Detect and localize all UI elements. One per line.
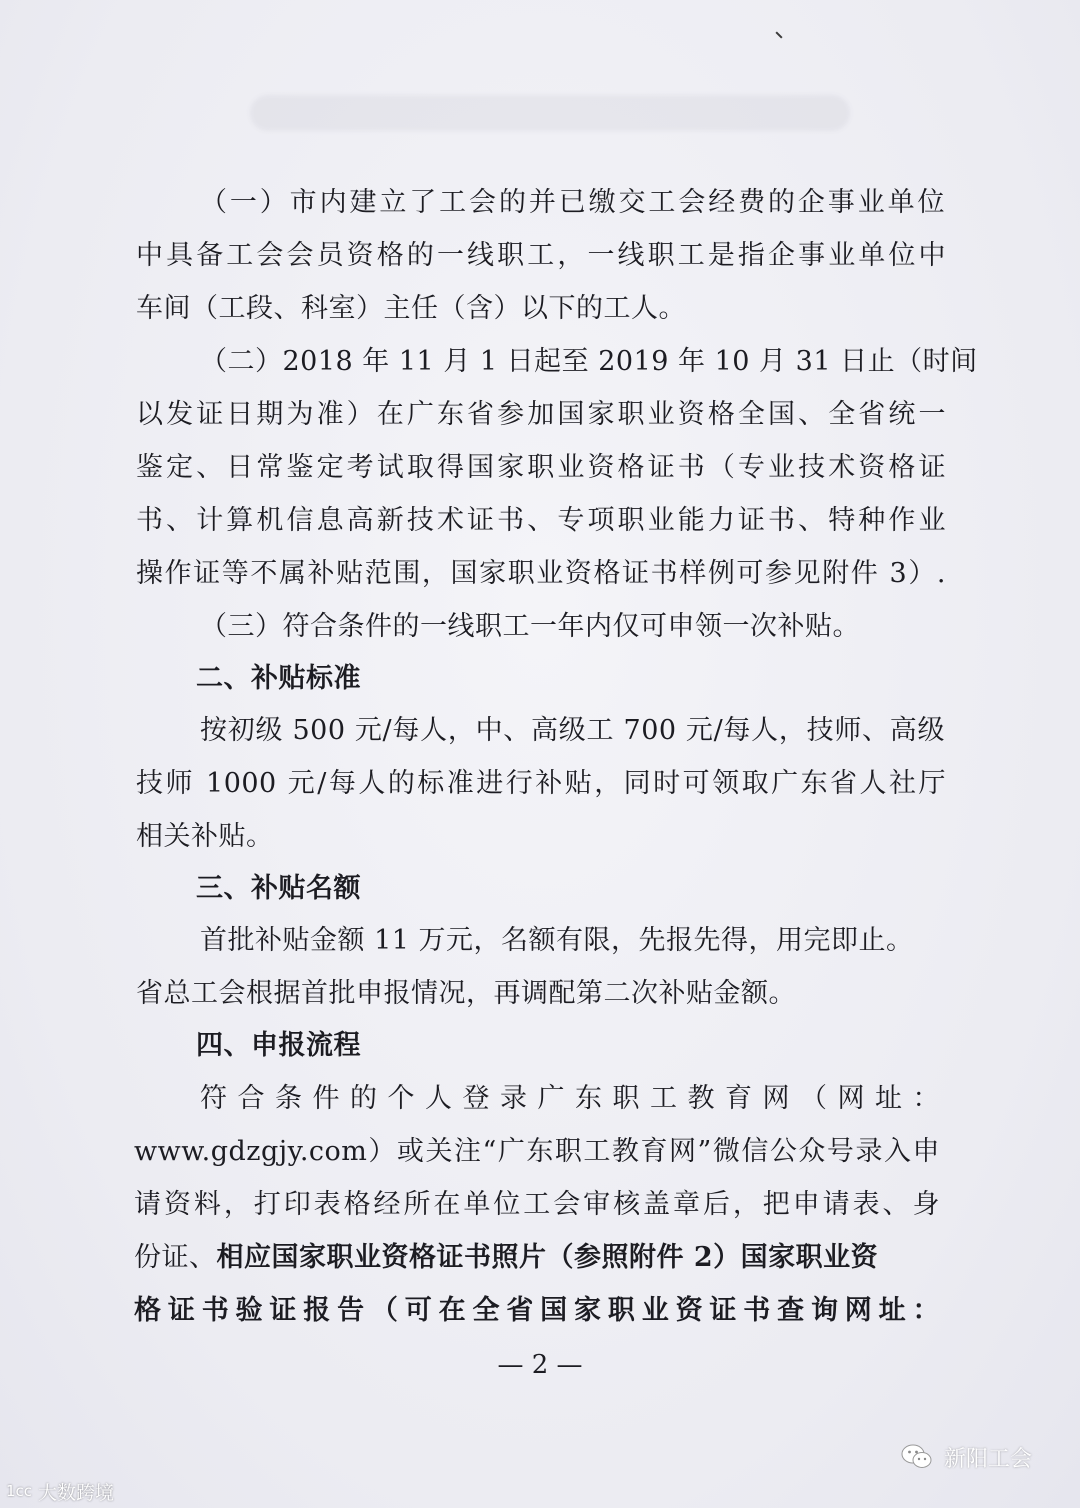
page-number: — 2 —	[497, 1350, 583, 1380]
bleed-through-title	[250, 95, 850, 131]
paragraph-line: www.gdzgjy.com）或关注“广东职工教育网”微信公众号录入申	[134, 1136, 940, 1167]
paragraph-line: 鉴定、日常鉴定考试取得国家职业资格证书（专业技术资格证	[136, 452, 946, 483]
watermark-right-text: 新阳工会	[944, 1446, 1033, 1472]
paragraph-line: 技师 1000 元/每人的标准进行补贴，同时可领取广东省人社厅	[136, 768, 946, 799]
paragraph-line: （三）符合条件的一线职工一年内仅可申领一次补贴。	[200, 611, 860, 642]
paragraph-line: （二）2018 年 11 月 1 日起至 2019 年 10 月 31 日止（时间	[200, 346, 978, 377]
wechat-icon	[900, 1442, 934, 1472]
paragraph-line: 请资料，打印表格经所在单位工会审核盖章后，把申请表、身	[134, 1189, 940, 1220]
paragraph-line: 按初级 500 元/每人，中、高级工 700 元/每人，技师、高级	[200, 715, 945, 746]
paragraph-line	[134, 1238, 878, 1278]
paragraph-line: 首批补贴金额 11 万元，名额有限，先报先得，用完即止。	[200, 925, 914, 956]
section-heading: 四、申报流程	[196, 1030, 361, 1061]
section-heading: 二、补贴标准	[196, 663, 361, 694]
paragraph-line: 书、计算机信息高新技术证书、专项职业能力证书、特种作业	[136, 505, 946, 536]
watermark-left	[6, 1476, 114, 1506]
paragraph-line-bold: 格证书验证报告（可在全省国家职业资证书查询网址：	[134, 1295, 940, 1326]
watermark-right	[900, 1437, 1032, 1477]
paragraph-line: 操作证等不属补贴范围，国家职业资格证书样例可参见附件 3）.	[136, 558, 946, 589]
paragraph-line: 车间（工段、科室）主任（含）以下的工人。	[136, 293, 686, 324]
paragraph-line: 相关补贴。	[136, 821, 274, 852]
paragraph-line: （一）市内建立了工会的并已缴交工会经费的企事业单位	[200, 187, 945, 218]
paragraph-line: 中具备工会会员资格的一线职工，一线职工是指企事业单位中	[136, 240, 946, 271]
watermark-left-text: 大数跨境	[38, 1481, 115, 1504]
paragraph-text-bold: 相应国家职业资格证书照片（参照附件 2）国家职业资	[216, 1242, 879, 1273]
paragraph-text: 份证、	[134, 1242, 217, 1273]
scan-mark	[775, 31, 782, 38]
section-heading: 三、补贴名额	[196, 873, 361, 904]
paragraph-line: 以发证日期为准）在广东省参加国家职业资格全国、全省统一	[136, 399, 946, 430]
paragraph-line: 符合条件的个人登录广东职工教育网（网址：	[200, 1083, 940, 1114]
paragraph-line: 省总工会根据首批申报情况，再调配第二次补贴金额。	[136, 978, 796, 1009]
watermark-logo: 1cc	[6, 1482, 33, 1500]
